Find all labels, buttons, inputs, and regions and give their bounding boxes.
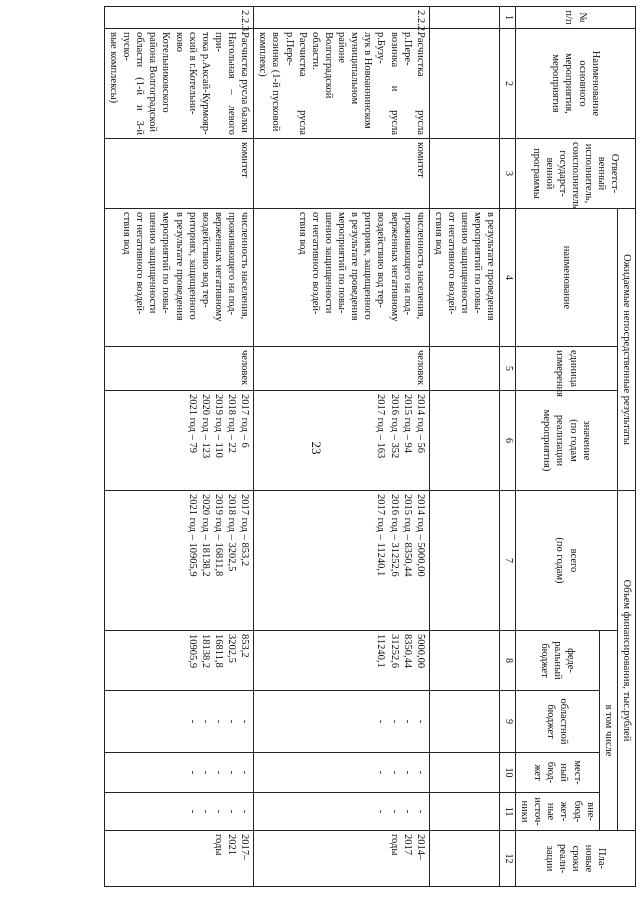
- row-unit: человек: [254, 347, 430, 391]
- row-result-name: численность населения, проживающего на под- верженных негативному воздействию вод тер- риториях, защищенного в результате проведения мероприятий по повы- шению защищенности от негативного воздей- ствия вод: [254, 209, 430, 347]
- row-period: 2014– 2017 годы: [254, 831, 430, 887]
- header-regional: областной бюджет: [516, 691, 600, 753]
- row-local: - - - - -: [104, 753, 253, 793]
- header-name: Наименование основного мероприятия, мероприятия: [516, 29, 636, 139]
- page-number: 23: [309, 441, 324, 455]
- header-executor: Ответст- венный исполнитель, соисполнитель государст- венной программы: [516, 139, 636, 209]
- row-regional: - - - - -: [104, 691, 253, 753]
- row-extra: - - - - -: [104, 793, 253, 831]
- row-federal: 5000,00 8350,44 31252,6 11240,1: [254, 631, 430, 691]
- header-total: всего (по годам): [516, 491, 618, 631]
- row-total: 2017 год – 853,2 2018 год – 3202,5 2019 год – 16811,8 2020 год – 18138,2 2021 год – 10905,9: [104, 491, 253, 631]
- row-num: 2.2.2.: [254, 7, 430, 29]
- row-regional: - - - -: [254, 691, 430, 753]
- row-period: 2017– 2021 годы: [104, 831, 253, 887]
- header-finance-group: Объем финансирования, тыс.рублей: [617, 491, 635, 831]
- header-period: Пла- новые сроки реали- зации: [516, 831, 636, 887]
- header-result-name: наименование: [516, 209, 618, 347]
- continuation-text: в результате проведения мероприятий по повы- шению защищенности от негативного воздей- ствия вод: [429, 209, 500, 347]
- row-total: 2014 год – 5000,00 2015 год – 8350,44 2016 год – 31252,6 2017 год – 11240,1: [254, 491, 430, 631]
- header-values: значение (по годам реализации мероприятия): [516, 391, 618, 491]
- continuation-row: [429, 7, 500, 887]
- col-number: 3: [500, 139, 516, 209]
- row-name: Расчистка русла балки Нагольная – левого при- тока р.Аксай-Курмояр- ский в г.Котельни- ково Котельниковского района Волгоградской области (1-й и 3-й пуско- вые комплексы): [104, 29, 253, 139]
- row-name: Расчистка русла р.Пере- возинка и русла р.Бузу- лук в Новоаннинском муниципальном районе Волгоградской области. Расчистка русла р.Пере- возинка (1-й пусковой комплекс): [254, 29, 430, 139]
- header-federal: феде- ральный бюджет: [516, 631, 600, 691]
- header-num: № п/п: [516, 7, 636, 29]
- col-number: 7: [500, 491, 516, 631]
- row-local: - - - -: [254, 753, 430, 793]
- header-results-group: Ожидаемые непосредственные результаты: [617, 209, 635, 491]
- col-number: 8: [500, 631, 516, 691]
- rotated-table-wrapper: [108, 0, 640, 905]
- column-number-row: [500, 7, 516, 887]
- col-number: 12: [500, 831, 516, 887]
- row-result-name: численность населения, проживающего на под- верженных негативному воздействию вод тер- риториях, защищенного в результате проведения мероприятий по повы- шению защищенности от негативного воздей- ствия вод: [104, 209, 253, 347]
- row-executor: комитет: [254, 139, 430, 209]
- col-number: 10: [500, 753, 516, 793]
- col-number: 5: [500, 347, 516, 391]
- col-number: 6: [500, 391, 516, 491]
- table-row: [254, 7, 430, 887]
- row-values: 2014 год – 56 2015 год – 94 2016 год – 352 2017 год – 163: [254, 391, 430, 491]
- row-extra: - - - -: [254, 793, 430, 831]
- row-values: 2017 год – 6 2018 год – 22 2019 год – 110 2020 год – 123 2021 год – 79: [104, 391, 253, 491]
- row-unit: человек: [104, 347, 253, 391]
- header-local: мест- ный бюд- жет: [516, 753, 600, 793]
- header-unit: единица измерения: [516, 347, 618, 391]
- col-number: 1: [500, 7, 516, 29]
- col-number: 2: [500, 29, 516, 139]
- row-federal: 853,2 3202,5 16811,8 18138,2 10905,9: [104, 631, 253, 691]
- col-number: 9: [500, 691, 516, 753]
- row-executor: комитет: [104, 139, 253, 209]
- header-row-1: [617, 7, 635, 887]
- table-row: [104, 7, 253, 887]
- financing-table: [104, 6, 636, 887]
- row-num: 2.2.3.: [104, 7, 253, 29]
- col-number: 4: [500, 209, 516, 347]
- col-number: 11: [500, 793, 516, 831]
- header-extra: вне- бюд- жет- ные источ- ники: [516, 793, 600, 831]
- header-incl: в том числе: [599, 631, 617, 831]
